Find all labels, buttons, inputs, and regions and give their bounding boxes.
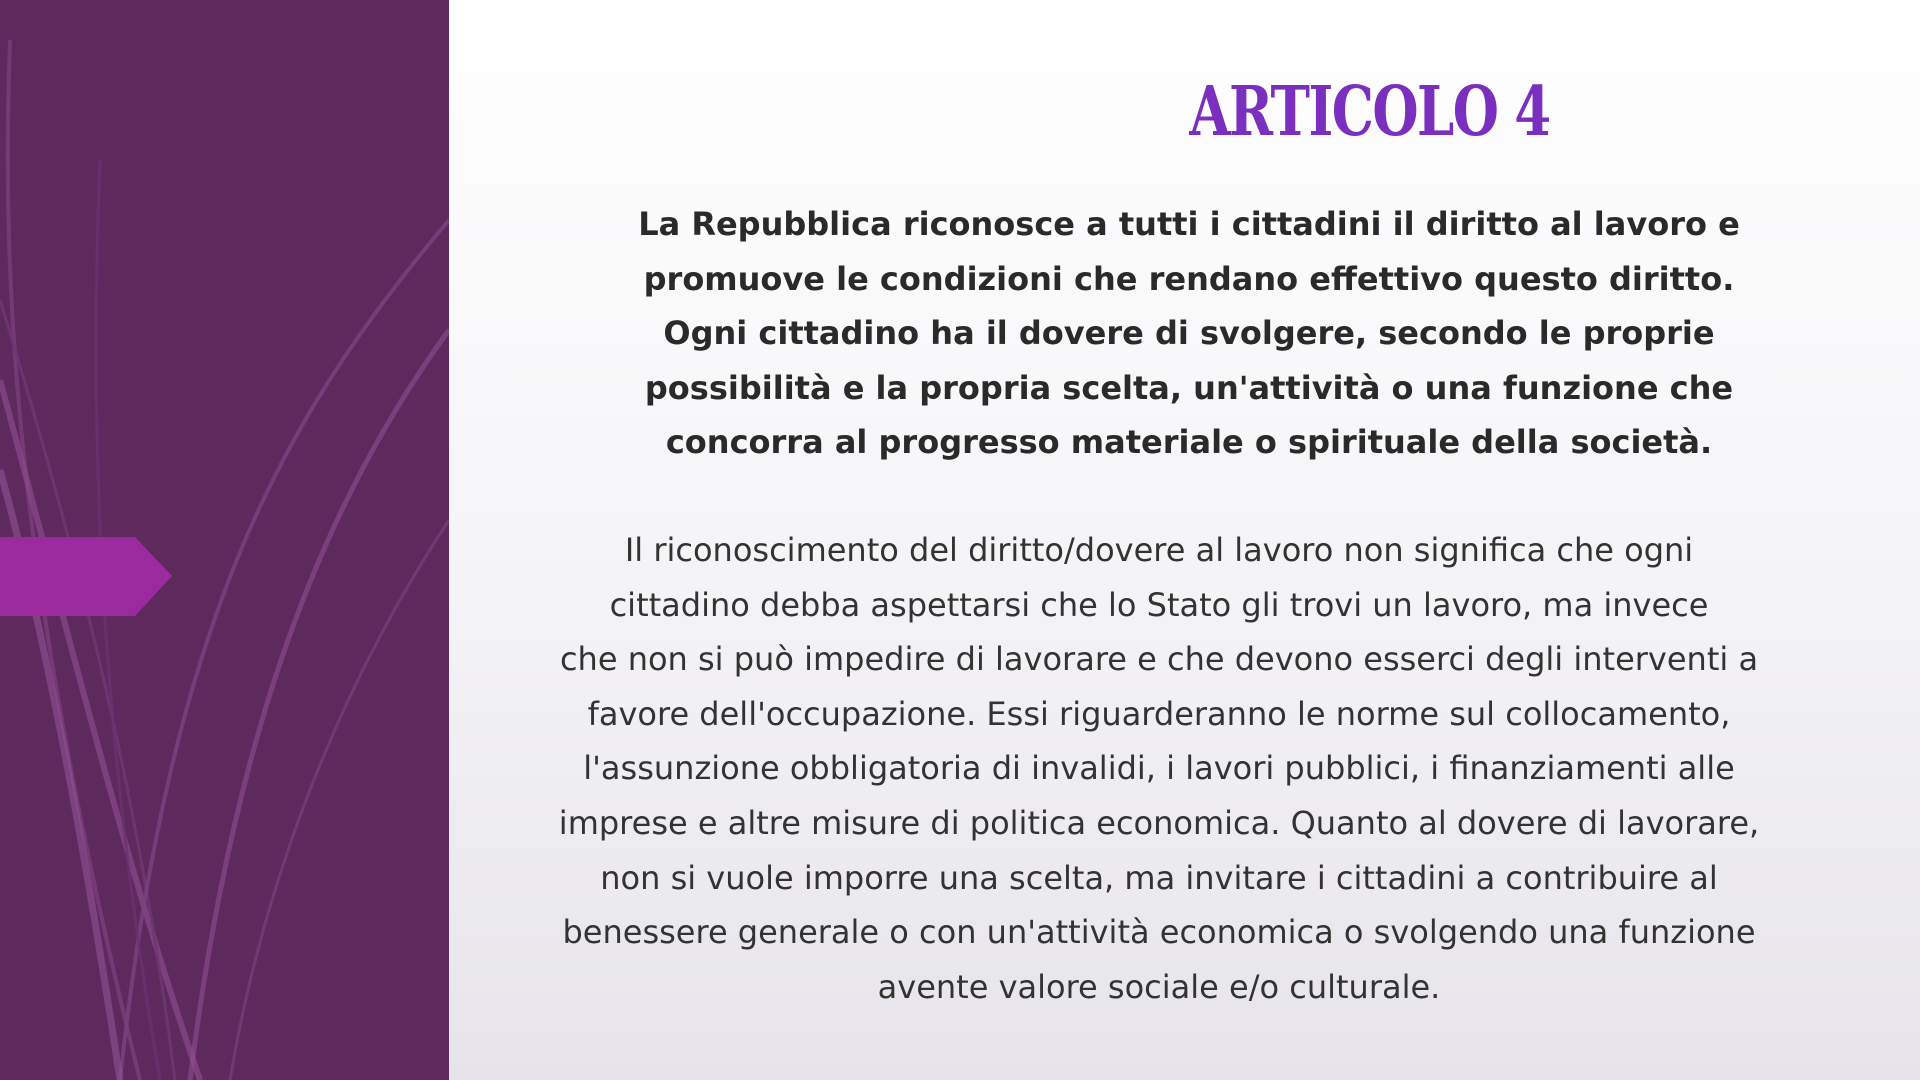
comment-line: benessere generale o con un'attività economica o svolgendo una funzione — [562, 913, 1756, 952]
comment-line: favore dell'occupazione. Essi riguarderanno le norme sul collocamento, — [587, 694, 1731, 733]
slide-title: ARTICOLO 4 — [1189, 72, 1550, 152]
comment-line: cittadino debba aspettarsi che lo Stato gli trovi un lavoro, ma invece — [609, 585, 1709, 624]
article-line: Ogni cittadino ha il dovere di svolgere, secondo le proprie — [663, 314, 1715, 352]
decorative-curves — [0, 0, 449, 1080]
comment-line: imprese e altre misure di politica economica. Quanto al dovere di lavorare, — [558, 803, 1760, 842]
side-panel — [0, 0, 449, 1080]
comment-line: avente valore sociale e/o culturale. — [877, 967, 1441, 1006]
article-text — [599, 197, 1779, 470]
article-line: concorra al progresso materiale o spirituale della società. — [665, 423, 1713, 461]
comment-line: l'assunzione obbligatoria di invalidi, i lavori pubblici, i finanziamenti alle — [583, 749, 1735, 788]
comment-line: Il riconoscimento del diritto/dovere al lavoro non significa che ogni — [624, 531, 1694, 569]
arrow-tag-shape — [0, 537, 172, 616]
comment-line: non si vuole imporre una scelta, ma invitare i cittadini a contribuire al — [600, 858, 1718, 897]
article-line: La Repubblica riconosce a tutti i cittadini il diritto al lavoro e — [638, 205, 1740, 243]
content-area — [449, 0, 1920, 1080]
comment-line: che non si può impedire di lavorare e che devono esserci degli interventi a — [559, 640, 1759, 679]
article-line: promuove le condizioni che rendano effettivo questo diritto. — [643, 259, 1735, 298]
article-line: possibilità e la propria scelta, un'attività o una funzione che — [644, 368, 1734, 407]
comment-text — [509, 523, 1809, 1014]
